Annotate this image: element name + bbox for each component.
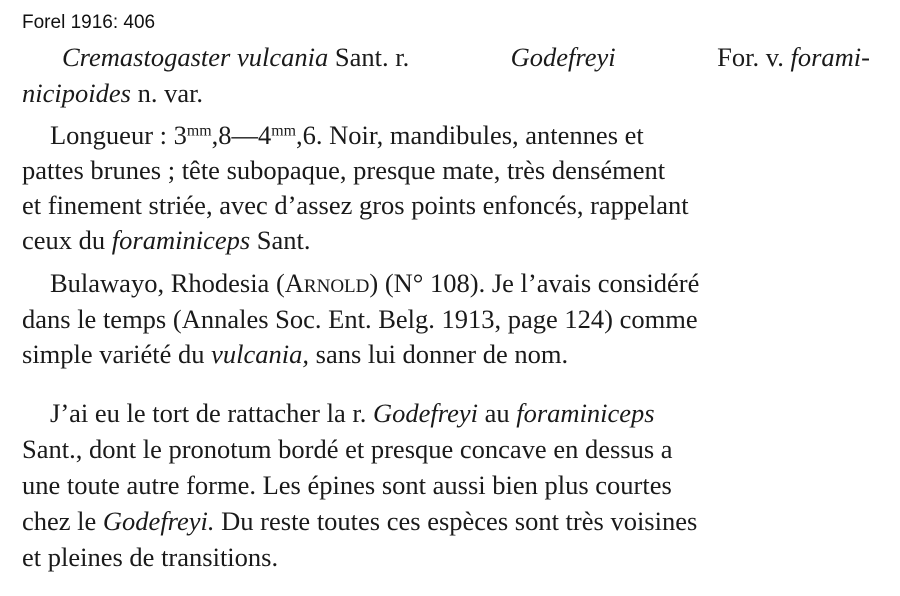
heading-line-2 — [22, 80, 203, 107]
citation-label: Forel 1916: 406 — [22, 12, 156, 33]
author-abbrev-2: For. v. — [717, 42, 784, 72]
race-ref: Godefreyi — [373, 398, 478, 428]
variety-name-part1: forami- — [790, 42, 870, 72]
author-abbrev: Sant. r. — [334, 42, 410, 72]
length-label: Longueur : — [50, 120, 168, 150]
remarks-text: J’ai eu le tort de rattacher la r. — [50, 398, 367, 428]
length-max-text: ,6. Noir, mandibules, antennes et — [295, 120, 644, 150]
description-line-1 — [50, 122, 644, 149]
locality-text: simple variété du — [22, 339, 205, 369]
race-ref: Godefreyi. — [102, 506, 215, 536]
description-text: pattes brunes ; tête subopaque, presque mate, très densément — [22, 155, 666, 185]
locality-line-3 — [22, 341, 568, 368]
species-name: Cremastogaster vulcania — [62, 42, 329, 72]
description-line-2 — [22, 157, 870, 184]
status-label: n. var. — [137, 78, 204, 108]
description-text: et finement striée, avec d’assez gros points enfoncés, rappelant — [22, 190, 689, 220]
heading-line-1 — [62, 44, 870, 71]
remarks-text: Du reste toutes ces espèces sont très voisines — [221, 506, 698, 536]
description-line-3 — [22, 192, 870, 219]
species-ref: foraminiceps — [111, 225, 251, 255]
remarks-line-1 — [50, 400, 655, 427]
length-min: 3 — [173, 120, 187, 150]
description-text: ceux du — [22, 225, 106, 255]
remarks-text: chez le — [22, 506, 97, 536]
remarks-text: au — [484, 398, 510, 428]
remarks-line-5 — [22, 544, 278, 571]
remarks-line-4 — [22, 508, 697, 535]
remarks-text: et pleines de transitions. — [22, 542, 279, 572]
description-line-4 — [22, 227, 311, 254]
locality-text: dans le temps (Annales Soc. Ent. Belg. 1913, page 124) comme — [22, 304, 698, 334]
remarks-line-3 — [22, 472, 870, 499]
locality-line-1 — [50, 270, 699, 297]
species-ref: vulcania, — [211, 339, 309, 369]
locality-text: sans lui donner de nom. — [315, 339, 569, 369]
locality-text: Bulawayo, Rhodesia ( — [50, 268, 285, 298]
remarks-line-2 — [22, 436, 870, 463]
description-text: Sant. — [256, 225, 311, 255]
unit-mm: mm — [271, 122, 296, 140]
unit-mm: mm — [186, 122, 212, 140]
locality-line-2 — [22, 306, 870, 333]
locality-text: ) (N° 108). Je l’avais considéré — [369, 268, 700, 298]
remarks-text: Sant., dont le pronotum bordé et presque concave en dessus a — [22, 434, 673, 464]
species-ref: foraminiceps — [516, 398, 655, 428]
remarks-text: une toute autre forme. Les épines sont aussi bien plus courtes — [22, 470, 672, 500]
variety-name-part2: nicipoides — [22, 78, 131, 108]
collector-name: Arnold — [284, 268, 370, 298]
race-name: Godefreyi — [510, 42, 616, 72]
length-range: ,8—4 — [211, 120, 272, 150]
